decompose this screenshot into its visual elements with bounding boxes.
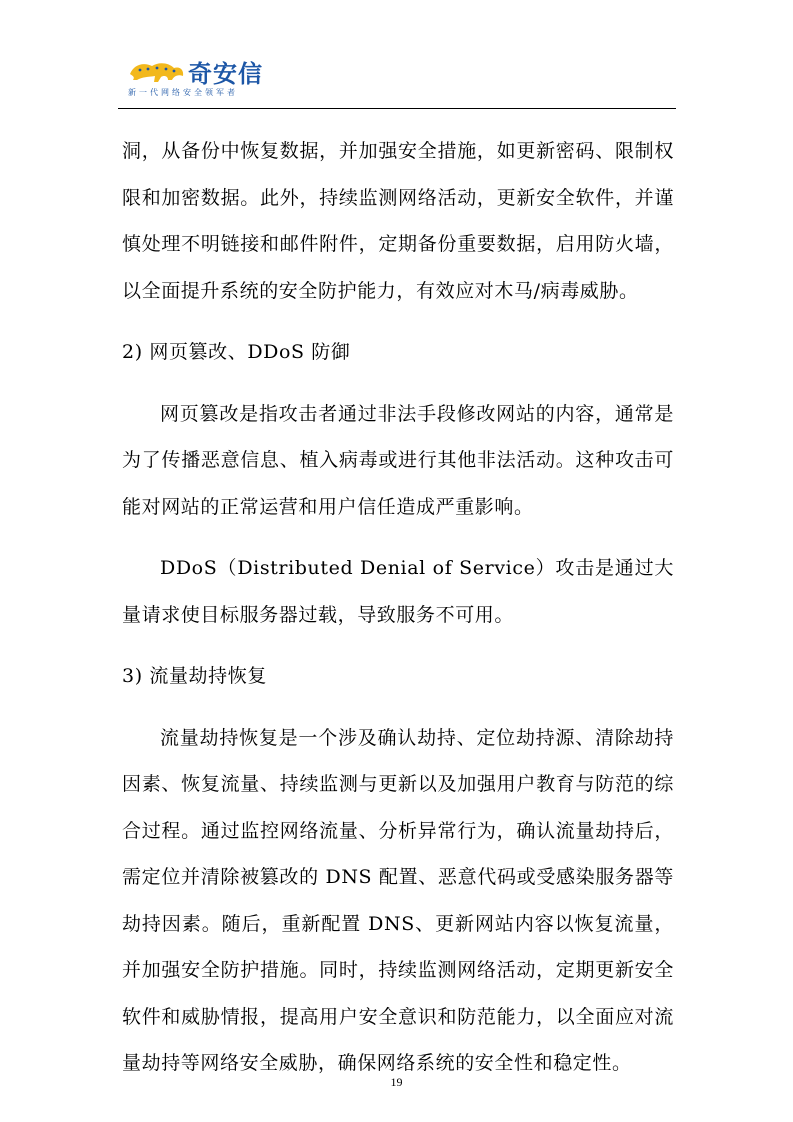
paragraph-3: DDoS（Distributed Denial of Service）攻击是通过大量请求使目标服务器过载，导致服务不可用。 [122, 557, 674, 626]
paragraph-4: 流量劫持恢复是一个涉及确认劫持、定位劫持源、清除劫持因素、恢复流量、持续监测与更新以及加强用户教育与防范的综合过程。通过监控网络流量、分析异常行为，确认流量劫持后，需定位并清除被篡改的 DNS 配置、恶意代码或受感染服务器等劫持因素。随后，重新配置 DNS、更新网站内容以恢复流量，并加强安全防护措施。同时，持续监测网络活动，定期更新安全软件和威胁情报，提高用户安全意识和防范能力，以全面应对流量劫持等网络安全威胁，确保网络系统的安全性和稳定性。 [122, 726, 674, 1074]
company-logo [128, 54, 268, 100]
page-number: 19 [390, 1075, 403, 1089]
document-body [122, 128, 674, 1087]
brand-name: 奇安信 [188, 60, 263, 88]
header-divider [118, 108, 676, 109]
section-heading-2: 2) 网页篡改、DDoS 防御 [122, 341, 351, 363]
paragraph-1: 洞，从备份中恢复数据，并加强安全措施，如更新密码、限制权限和加密数据。此外，持续监测网络活动，更新安全软件，并谨慎处理不明链接和邮件附件，定期备份重要数据，启用防火墙，以全面提升系统的安全防护能力，有效应对木马/病毒威胁。 [122, 140, 674, 302]
section-heading-3: 3) 流量劫持恢复 [122, 665, 267, 687]
running-dog-logo-icon [128, 58, 186, 84]
brand-slogan: 新一代网络安全领军者 [128, 88, 238, 97]
paragraph-2: 网页篡改是指攻击者通过非法手段修改网站的内容，通常是为了传播恶意信息、植入病毒或进行其他非法活动。这种攻击可能对网站的正常运营和用户信任造成严重影响。 [122, 402, 674, 518]
